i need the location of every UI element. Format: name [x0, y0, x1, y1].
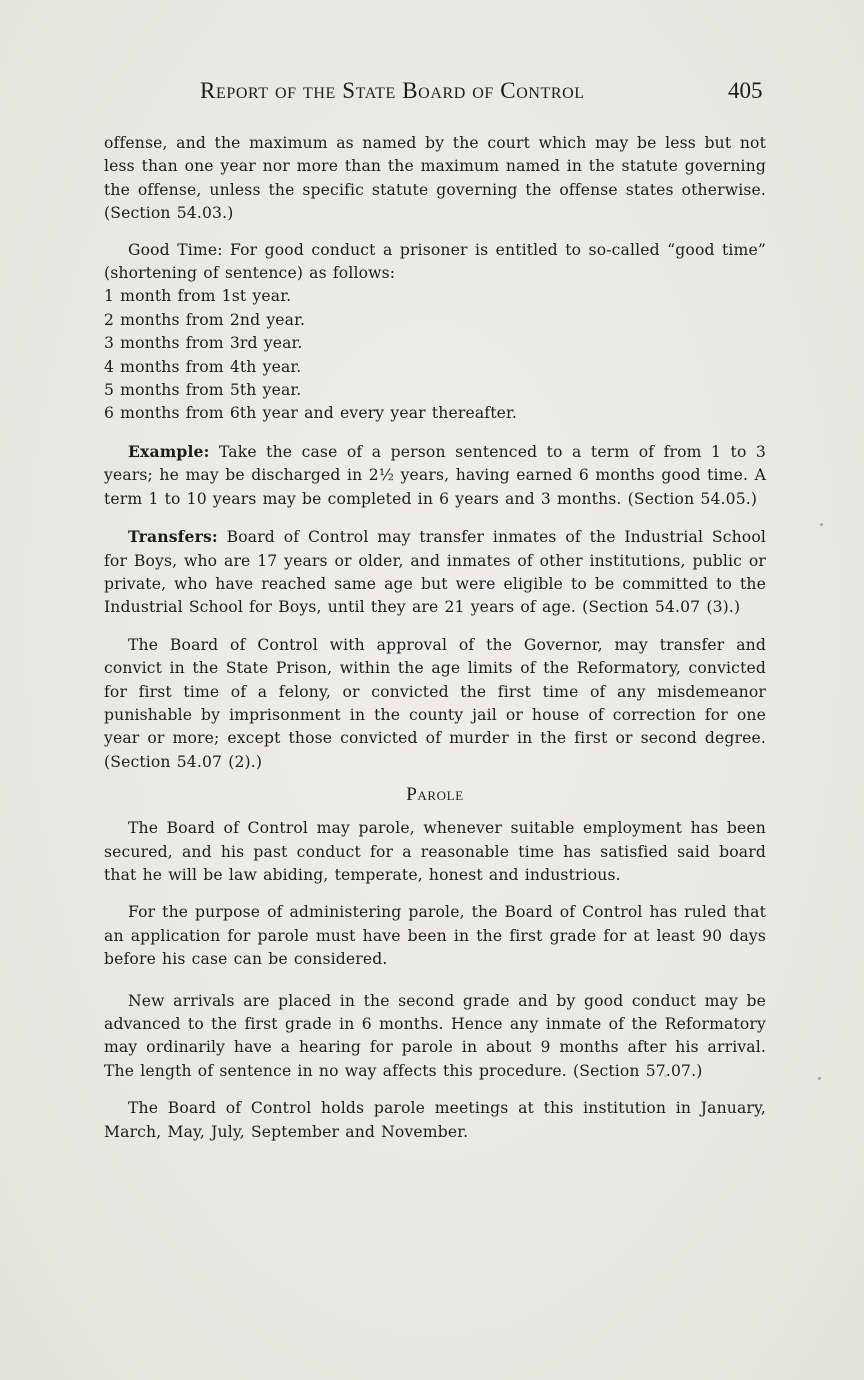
paper-speck — [818, 1077, 821, 1080]
paragraph-parole-1: The Board of Control may parole, whenever suitable employment has been secured, and his past conduct for a reasonable time has satisfied said board that he will be law abiding, temperate, honest and industrious. — [104, 819, 766, 884]
transfers-label: Transfers: — [128, 527, 218, 547]
paper-speck — [820, 523, 823, 526]
paragraph-offense: offense, and the maximum as named by the court which may be less but not less than one year nor more than the maximum named in the statute governing the offense, unless the specific statute governing the offense states otherwise. (Section 54.03.) — [104, 134, 766, 223]
list-item: 1 month from 1st year. — [104, 287, 292, 306]
page-body — [104, 132, 766, 1144]
running-header: Report of the State Board of Control — [200, 78, 585, 103]
paragraph-parole-2: For the purpose of administering parole, the Board of Control has ruled that an application for parole must have been in the first grade for at least 90 days before his case can be considered. — [104, 903, 766, 969]
paragraph-example — [104, 440, 766, 511]
transfers-text: Board of Control may transfer inmates of the Industrial School for Boys, who are 17 years or older, and inmates of other institutions, public or private, who have reached same age but were eligible to be committed to the Industrial School for Boys, until they are 21 years of age. (Section 54.07 (3).) — [104, 528, 766, 617]
paragraph-parole-4: The Board of Control holds parole meetings at this institution in January, March, May, July, September and November. — [104, 1099, 766, 1141]
list-item: 5 months from 5th year. — [104, 381, 302, 400]
paragraph-good-time-intro: Good Time: For good conduct a prisoner is entitled to so-called “good time” (shortening of sentence) as follows: — [104, 240, 766, 283]
example-label: Example: — [128, 441, 210, 461]
list-item: 6 months from 6th year and every year thereafter. — [104, 404, 517, 423]
paragraph-parole-3: New arrivals are placed in the second grade and by good conduct may be advanced to the first grade in 6 months. Hence any inmate of the Reformatory may ordinarily have a hearing for parole in about 9 months after his arrival. The length of sentence in no way affects this procedure. (Section 57.07.) — [104, 991, 766, 1080]
section-heading-parole: Parole — [406, 784, 464, 806]
list-item: 3 months from 3rd year. — [104, 334, 303, 353]
page-number: 405 — [728, 78, 763, 103]
paragraph-transfers — [104, 525, 766, 620]
list-item: 4 months from 4th year. — [104, 357, 302, 376]
example-text: Take the case of a person sentenced to a term of from 1 to 3 years; he may be discharged in 2½ years, having earned 6 months good time. A term 1 to 10 years may be completed in 6 years and 3 months. (Section 54.05.) — [104, 442, 767, 508]
paper-speck — [664, 1074, 667, 1077]
paragraph-transfer-governor: The Board of Control with approval of the Governor, may transfer and convict in the State Prison, within the age limits of the Reformatory, convicted for first time of a felony, or convicted the first time of any misdemeanor punishable by imprisonment in the county jail or house of correction for one year or more; except those convicted of murder in the first or second degree. (Section 54.07 (2).) — [104, 635, 766, 771]
list-item: 2 months from 2nd year. — [104, 310, 306, 329]
good-time-list — [104, 285, 766, 425]
